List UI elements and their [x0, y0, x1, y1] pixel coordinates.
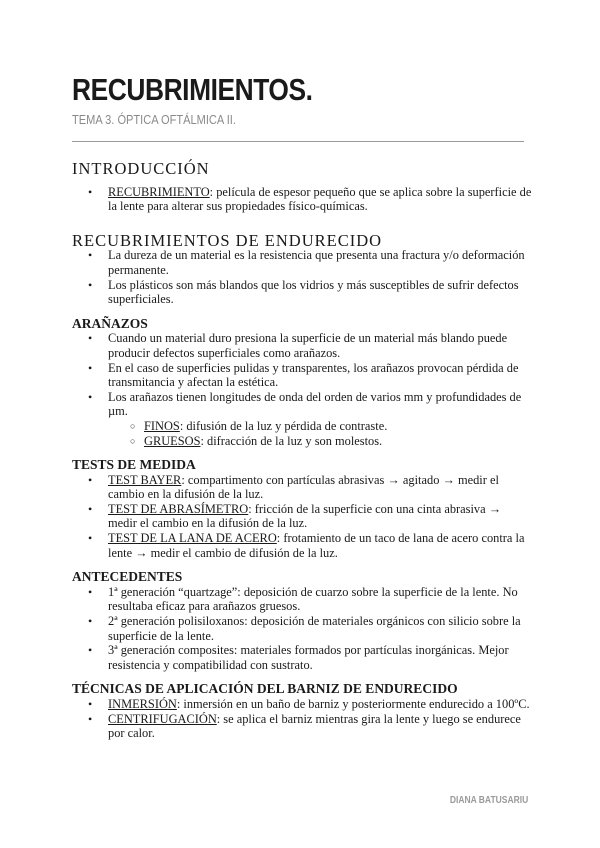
- sub-list-item: [72, 434, 532, 449]
- definition: : compartimento con partículas abrasivas → agitado → medir el cambio en la difusión de la luz.: [108, 472, 499, 502]
- list-item: [72, 697, 532, 712]
- list-item: • 1ª generación “quartzage”: deposición de cuarzo sobre la superficie de la lente. No resultaba eficaz para arañazos gruesos.: [72, 585, 532, 614]
- list-item: • Cuando un material duro presiona la superficie de un material más blando puede producir defectos superficiales como arañazos.: [72, 331, 532, 360]
- section-heading-endurecido: RECUBRIMIENTOS DE ENDURECIDO: [72, 230, 383, 250]
- section-heading-antecedentes: ANTECEDENTES: [72, 569, 183, 585]
- definition: : difusión de la luz y pérdida de contraste.: [179, 418, 388, 433]
- list-item: [72, 531, 532, 560]
- list-item: [72, 185, 532, 214]
- term: TEST DE LA LANA DE ACERO: [108, 531, 277, 546]
- document-subtitle: TEMA 3. ÓPTICA OFTÁLMICA II.: [72, 112, 236, 127]
- definition: : película de espesor pequeño que se aplica sobre la superficie de la lente para alterar sus propiedades físico-químicas.: [108, 184, 532, 214]
- definition: : inmersión en un baño de barniz y posteriormente endurecido a 100ºC.: [176, 697, 530, 711]
- list-item: • 3ª generación composites: materiales formados por partículas inorgánicas. Mejor resistencia y compatibilidad con sustrato.: [72, 643, 532, 672]
- term: TEST BAYER: [108, 472, 182, 487]
- footer-author: DIANA BATUSARIU: [449, 795, 528, 806]
- list-item: [72, 502, 532, 531]
- antecedentes-list: [72, 585, 532, 673]
- list-item: • Los plásticos son más blandos que los vidrios y más susceptibles de sufrir defectos superficiales.: [72, 278, 532, 307]
- aranazos-list: [72, 331, 532, 448]
- endurecido-list: [72, 248, 532, 306]
- document-title: RECUBRIMIENTOS.: [72, 72, 313, 107]
- definition: : fricción de la superficie con una cinta abrasiva → medir el cambio en la difusión de la luz.: [108, 501, 502, 531]
- section-heading-introduccion: INTRODUCCIÓN: [72, 159, 210, 178]
- list-item: • 2ª generación polisiloxanos: deposición de materiales orgánicos con silicio sobre la superficie de la lente.: [72, 614, 532, 643]
- term: RECUBRIMIENTO: [108, 184, 210, 199]
- term: INMERSIÓN: [108, 697, 177, 711]
- tecnicas-list: [72, 697, 532, 741]
- term: GRUESOS: [144, 433, 201, 448]
- section-heading-tecnicas: TÉCNICAS DE APLICACIÓN DEL BARNIZ DE ENDURECIDO: [72, 681, 458, 697]
- term: FINOS: [144, 418, 180, 433]
- list-item: • En el caso de superficies pulidas y transparentes, los arañazos provocan pérdida de transmitancia y afectan la estética.: [72, 361, 532, 390]
- section-heading-aranazos: ARAÑAZOS: [72, 315, 148, 331]
- definition: : frotamiento de un taco de lana de acero contra la lente → medir el cambio de difusión de la luz.: [108, 531, 525, 560]
- sub-list-item: [72, 419, 532, 434]
- tests-list: [72, 473, 532, 561]
- definition: : se aplica el barniz mientras gira la lente y luego se endurece por calor.: [108, 711, 521, 741]
- section-heading-tests: TESTS DE MEDIDA: [72, 457, 196, 473]
- term: CENTRIFUGACIÓN: [108, 711, 217, 726]
- title-divider: [72, 141, 524, 142]
- definition: : difracción de la luz y son molestos.: [200, 433, 383, 448]
- document-body: [72, 159, 532, 741]
- list-item: • La dureza de un material es la resistencia que presenta una fractura y/o deformación permanente.: [72, 248, 532, 277]
- list-item: [72, 473, 532, 502]
- list-item: • Los arañazos tienen longitudes de onda del orden de varios mm y profundidades de µm.: [72, 390, 532, 419]
- term: TEST DE ABRASÍMETRO: [108, 501, 249, 516]
- list-item: [72, 712, 532, 741]
- intro-list: [72, 185, 532, 214]
